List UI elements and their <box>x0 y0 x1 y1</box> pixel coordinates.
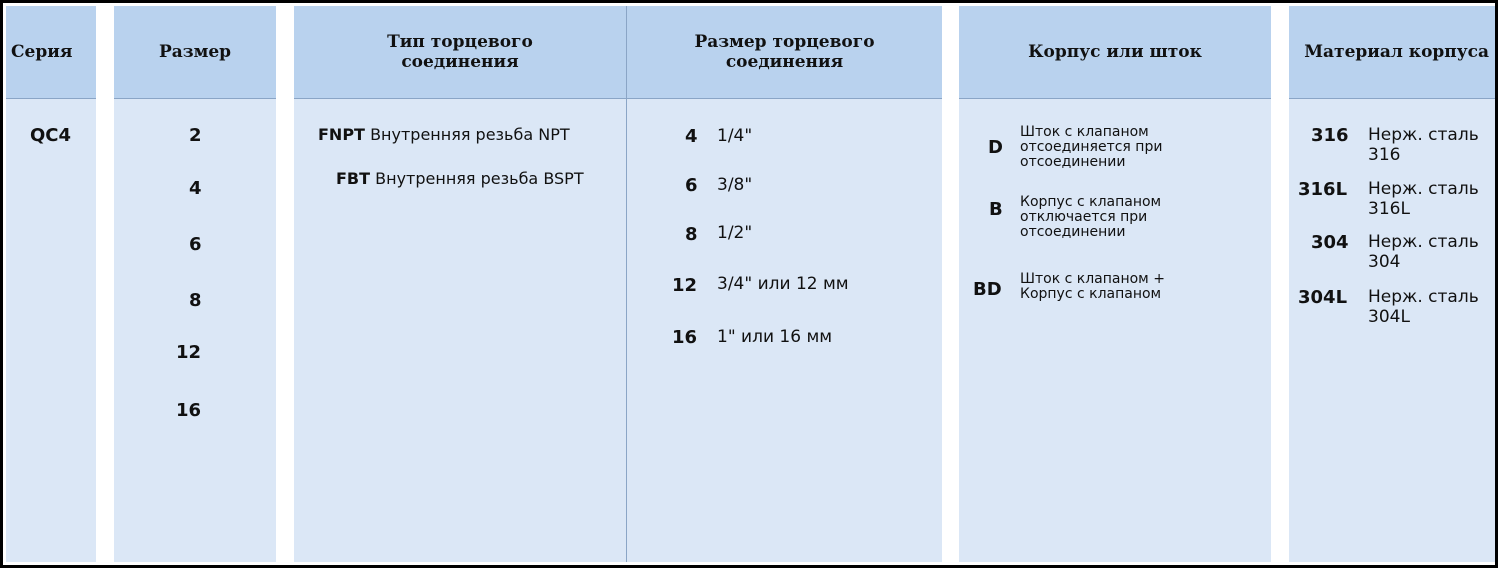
header-body-stem-label: Корпус или шток <box>1028 42 1202 62</box>
end-type-item <box>336 169 584 188</box>
material-desc <box>1368 232 1479 272</box>
end-type-item <box>318 125 570 144</box>
material-desc <box>1368 287 1479 327</box>
header-end-size-line2: соединения <box>725 52 844 72</box>
column-end-type-body <box>294 99 626 562</box>
column-end-size-body <box>627 99 942 562</box>
body-stem-code: BD <box>973 279 1002 300</box>
size-item: 8 <box>189 290 202 311</box>
body-stem-desc-line: отсоединении <box>1020 154 1126 170</box>
end-size-code: 4 <box>685 126 698 147</box>
end-size-desc: 1/4" <box>717 126 753 146</box>
end-size-code: 6 <box>685 175 698 196</box>
material-desc-line: 304 <box>1368 252 1401 272</box>
header-end-type-line2: соединения <box>401 52 519 72</box>
size-item: 12 <box>176 342 202 363</box>
material-desc-line: Нерж. сталь <box>1368 232 1479 252</box>
material-desc <box>1368 179 1479 219</box>
material-desc-line: Нерж. сталь <box>1368 287 1479 307</box>
material-code: 316 <box>1311 125 1349 146</box>
body-stem-desc-line: Шток с клапаном + <box>1020 271 1165 287</box>
end-type-desc: Внутренняя резьба BSPT <box>375 169 584 188</box>
end-type-code: FBT <box>336 169 371 188</box>
column-body-stem <box>959 6 1271 562</box>
material-code: 304 <box>1311 232 1349 253</box>
size-item: 6 <box>189 234 202 255</box>
column-size-body <box>114 99 276 562</box>
end-size-desc: 1/2" <box>717 223 753 243</box>
header-series-label: Серия <box>11 42 73 62</box>
material-code: 316L <box>1298 179 1348 200</box>
body-stem-code: D <box>988 137 1003 158</box>
material-desc-line: 304L <box>1368 307 1410 327</box>
header-end-size <box>627 6 942 99</box>
body-stem-code: B <box>989 199 1003 220</box>
column-body-stem-body <box>959 99 1271 562</box>
end-type-code: FNPT <box>318 125 365 144</box>
body-stem-desc-line: отсоединяется при <box>1020 139 1163 155</box>
column-material-body <box>1289 99 1495 562</box>
end-size-desc: 3/4" или 12 мм <box>717 274 849 294</box>
header-series <box>6 6 96 99</box>
column-size <box>114 6 276 562</box>
column-material <box>1289 6 1495 562</box>
end-type-desc: Внутренняя резьба NPT <box>370 125 570 144</box>
body-stem-desc-line: Шток с клапаном <box>1020 124 1149 140</box>
material-desc-line: 316L <box>1368 199 1410 219</box>
series-value: QC4 <box>30 125 72 146</box>
header-end-size-line1: Размер торцевого <box>694 32 875 52</box>
column-end-size <box>626 6 942 562</box>
material-desc <box>1368 125 1479 165</box>
material-code: 304L <box>1298 287 1348 308</box>
body-stem-desc-line: отключается при <box>1020 209 1148 225</box>
body-stem-desc <box>1020 272 1165 302</box>
end-size-code: 12 <box>672 275 698 296</box>
body-stem-desc-line: Корпус с клапаном <box>1020 194 1162 210</box>
material-desc-line: Нерж. сталь <box>1368 179 1479 199</box>
body-stem-desc <box>1020 195 1161 240</box>
header-end-type <box>294 6 626 99</box>
end-size-desc: 3/8" <box>717 175 753 195</box>
body-stem-desc-line: отсоединении <box>1020 224 1126 240</box>
header-material <box>1289 6 1495 99</box>
end-size-code: 8 <box>685 224 698 245</box>
end-size-desc: 1" или 16 мм <box>717 327 833 347</box>
size-item: 4 <box>189 178 202 199</box>
material-desc-line: Нерж. сталь <box>1368 125 1479 145</box>
header-size-label: Размер <box>158 42 232 62</box>
size-item: 2 <box>189 125 202 146</box>
header-end-type-line1: Тип торцевого <box>387 32 533 52</box>
end-size-code: 16 <box>672 327 698 348</box>
column-series <box>6 6 96 562</box>
material-desc-line: 316 <box>1368 145 1401 165</box>
column-end-type <box>294 6 626 562</box>
size-item: 16 <box>176 400 202 421</box>
column-series-body <box>6 99 96 562</box>
header-material-label: Материал корпуса <box>1304 42 1489 62</box>
body-stem-desc-line: Корпус с клапаном <box>1020 286 1162 302</box>
header-body-stem <box>959 6 1271 99</box>
body-stem-desc <box>1020 125 1162 170</box>
header-size <box>114 6 276 99</box>
